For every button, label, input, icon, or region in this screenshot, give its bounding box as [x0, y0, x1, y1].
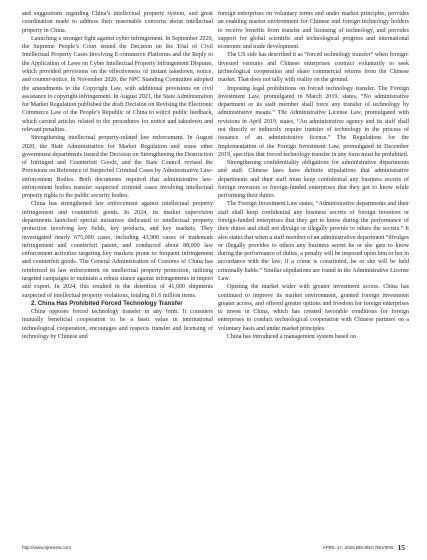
paragraph: The Foreign Investment Law states, “Administrative departments and their staff shall keep confidential any business secrets of foreign investors or foreign-funded enterprises that they get to know during the performance of their duties and shall not divulge or illegally provide to others the secrets.” It also states that when a staff member of an administrative department “divulges or illegally provides to others any business secret he or she gets to know during the performance of duties, a penalty will be imposed upon him or her in accordance with the law; if a crime is constituted, he or she will be held criminally liable.” Similar stipulations are found in the Administrative License Law. — [218, 201, 409, 282]
page-number: 15 — [397, 543, 405, 552]
paragraph: Imposing legal prohibitions on forced technology transfer. The Foreign Investment Law, promulgated in March 2019, states, “No administrative department or its staff member shall force any transfer of technology by administrative means.” The Administrative License Law, promulgated with revisions in April 2019, states, “An administrative agency and its staff shall not directly or indirectly require transfer of technology in the process of issuance of an administrative license.” The Regulations for the Implementation of the Foreign Investment Law, promulgated in December 2019, specifies that forced technology transfer in any form must be prohibited. — [218, 85, 409, 158]
paragraph: Strengthening confidentiality obligations for administrative departments and staff. Chinese laws have definite stipulations that administrative departments and their staff must keep confidential any business secrets of foreign investors or foreign-funded enterprises that they get to know while performing their duties. — [218, 160, 409, 200]
paragraph: Opening the market wider with greater investment access. China has continued to improve its market environment, granted foreign investment greater access, and offered greater options and freedom for foreign enterprises to invest in China, which has created favorable conditions for foreign enterprises to conduct technological cooperation with Chinese partners on a voluntary basis and under market principles. — [218, 284, 409, 332]
paragraph: and suggestions regarding China’s intellectual property system, and great coordination made to address their reasonable concerns about intellectual property in China. — [22, 11, 213, 34]
paragraph: Launching a stronger fight against cyber infringement. In September 2020, the Supreme People’s Court issued the Decision on the Trial of Civil Intellectual Property Cases Involving E-commerce Platforms and the Reply to the Application of Laws on Cyber Intellectual Property Infringement Disputes, which provided provisions on the effectiveness of instant takedown, notice, and counter-notice. In November 2020, the NPC Standing Committee adopted the amendments to the Copyright Law, with additional provisions on civil assistance to copyright infringement. In August 2021, the State Administration for Market Regulation published the draft Decision on Revising the Electronic Commerce Law of the People’s Republic of China to solicit public feedback, which carried articles related to the procedures for notice and takedown and relevant penalties. — [22, 35, 213, 133]
paragraph: foreign enterprises on voluntary terms and under market principles, provides an enabling market environment for Chinese and foreign technology holders to receive benefits from transfer and licensing of technology, and provides support for global scientific and technological progress and international economic and trade development. — [218, 11, 409, 51]
section-subheading: 2. China Has Prohibited Forced Technology Transfer — [31, 299, 183, 307]
right-column — [218, 10, 409, 541]
paragraph: Strengthening intellectual property-related law enforcement. In August 2020, the State Administration for Market Regulation and some other government departments issued the Decision on Strengthening the Destruction of Infringed and Counterfeit Goods, and the State Council revised the Provisions on Reference of Suspected Criminal Cases by Administrative Law-enforcement Bodies. Both documents required that administrative law-enforcement bodies transfer suspected criminal cases involving intellectual property rights to the public security bodies. — [22, 135, 213, 200]
paragraph: China opposes forced technology transfer in any form. It considers mutually beneficial cooperation to be a basic value in international technological cooperation, encourages and respects transfer and licensing of technology by Chinese and — [22, 309, 213, 340]
left-column — [22, 10, 213, 541]
paragraph: China has introduced a management system based on — [227, 333, 357, 340]
paragraph: The US side has described it as “forced technology transfer” when foreign-invested ventures and Chinese enterprises contract voluntarily to seek technological cooperation and share commercial returns from the Chinese market. That does not tally with reality on the ground. — [218, 52, 409, 84]
footer-issue-label: APRIL 17, 2025 BEIJING REVIEW — [322, 545, 394, 550]
footer-issue-info — [323, 543, 405, 553]
page-footer — [22, 543, 405, 553]
paragraph: China has strengthened law enforcement against intellectual property infringement and counterfeit goods. In 2024, its market supervision departments launched special initiatives dedicated to intellectual property protection involving key fields, key products, and key markets. They investigated nearly 675,000 cases, including 43,900 cases of trademark infringement and counterfeit patent, and conducted about 88,000 law enforcement activities targeting key markets prone to frequent infringement and counterfeit goods. The General Administration of Customs of China has reinforced its law enforcement on intellectual property protection, utilizing targeted campaigns to maintain a robust stance against infringements in import and export. In 2024, this resulted in the detention of 41,600 shipments suspected of intellectual property violations, totaling 81.6 million items. — [22, 201, 213, 299]
footer-website-link[interactable]: http://www.bjreview.com — [22, 545, 72, 550]
